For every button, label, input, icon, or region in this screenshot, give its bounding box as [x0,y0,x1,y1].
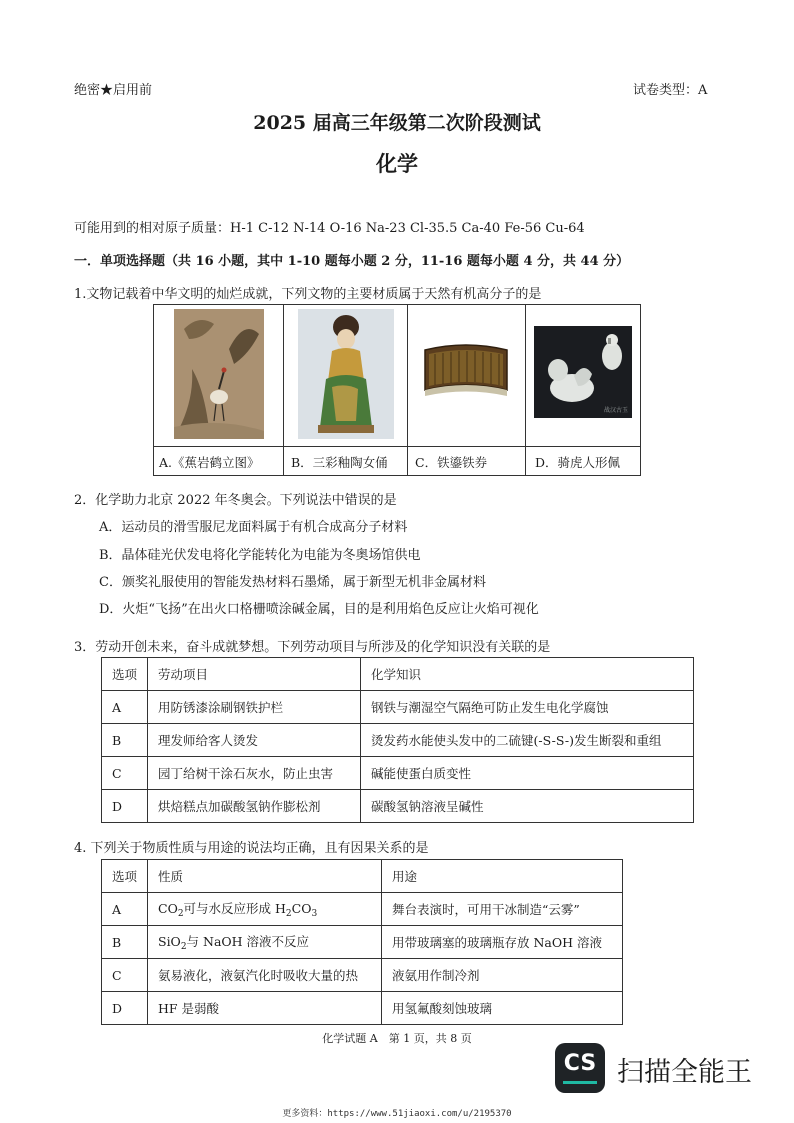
table-row [102,724,694,757]
option-cell: C [102,757,148,790]
q2-option-d: D．火炬“飞扬”在出火口格栅喷涂碱金属，目的是利用焰色反应让火焰可视化 [99,602,539,617]
usage-cell: 液氨用作制冷剂 [382,959,623,992]
option-cell: D [102,790,148,823]
jade-pendant-image [534,326,632,418]
page-number: 化学试题 A 第 1 页，共 8 页 [322,1032,472,1045]
option-cell: B [102,724,148,757]
table-row [102,992,623,1025]
option-cell: C [102,959,148,992]
table-row [102,959,623,992]
atomic-masses: 可能用到的相对原子质量：H-1 C-12 N-14 O-16 Na-23 Cl-35.5 Ca-40 Fe-56 Cu-64 [74,221,585,236]
scanner-app-name: 扫描全能王 [617,1057,752,1088]
labor-cell: 烘焙糕点加碳酸氢钠作膨松剂 [148,790,361,823]
table-row [102,926,623,959]
table-row [102,893,623,926]
header-cell: 用途 [382,860,623,893]
q3-stem: 3．劳动开创未来，奋斗成就梦想。下列劳动项目与所涉及的化学知识没有关联的是 [74,640,551,655]
table-row [102,691,694,724]
q3-table [101,657,694,823]
table-header-row [102,860,623,893]
q1-option-a: A.《蕉岩鹤立图》 [159,455,260,470]
q2-option-c: C．颁奖礼服使用的智能发热材料石墨烯，属于新型无机非金属材料 [99,575,486,590]
q2-stem: 2．化学助力北京 2022 年冬奥会。下列说法中错误的是 [74,493,397,508]
property-cell: HF 是弱酸 [148,992,382,1025]
figurine-image [298,309,394,439]
header-cell: 劳动项目 [148,658,361,691]
q1-option-c: C．铁鎏铁券 [415,455,488,470]
property-cell: 氨易液化，液氨汽化时吸收大量的热 [148,959,382,992]
labor-cell: 园丁给树干涂石灰水，防止虫害 [148,757,361,790]
section-heading: 一．单项选择题（共 16 小题，其中 1-10 题每小题 2 分，11-16 题每小题 4 分，共 44 分） [74,254,630,269]
scanner-logo-icon [555,1043,605,1093]
q2-option-a: A．运动员的滑雪服尼龙面料属于有机合成高分子材料 [99,520,408,535]
option-cell: D [102,992,148,1025]
header-cell: 化学知识 [361,658,694,691]
option-cell: A [102,691,148,724]
exam-title: 2025 届高三年级第二次阶段测试 [253,112,541,134]
labor-cell: 理发师给客人烫发 [148,724,361,757]
q4-stem: 4. 下列关于物质性质与用途的说法均正确，且有因果关系的是 [74,841,429,856]
q1-option-b: B．三彩釉陶女俑 [291,455,388,470]
table-row [102,757,694,790]
q2-option-b: B．晶体硅光伏发电将化学能转化为电能为冬奥场馆供电 [99,548,421,563]
q4-table [101,859,623,1025]
paper-type-label: 试卷类型：A [633,83,708,98]
option-cell: B [102,926,148,959]
q1-stem: 1.文物记载着中华文明的灿烂成就，下列文物的主要材质属于天然有机高分子的是 [74,287,542,302]
subject-title: 化学 [376,151,418,176]
usage-cell: 舞台表演时，可用干冰制造“云雾” [382,893,623,926]
property-cell: SiO$_2$与 NaOH 溶液不反应 [148,926,382,959]
resource-link: 更多资料：https://www.51jiaoxi.com/u/2195370 [282,1109,512,1119]
scanner-logo-text: CS [563,1051,597,1076]
labor-cell: 用防锈漆涂刷钢铁护栏 [148,691,361,724]
header-cell: 选项 [102,860,148,893]
confidential-label: 绝密★启用前 [74,83,153,98]
table-row [102,790,694,823]
option-cell: A [102,893,148,926]
header-cell: 选项 [102,658,148,691]
painting-image [174,309,264,439]
q1-image-table [153,304,641,476]
knowledge-cell: 烫发药水能使头发中的二硫键(-S-S-)发生断裂和重组 [361,724,694,757]
header-cell: 性质 [148,860,382,893]
table-header-row [102,658,694,691]
knowledge-cell: 碳酸氢钠溶液呈碱性 [361,790,694,823]
property-cell: $CO_2$可与水反应形成 $H_2CO_3$ [148,893,382,926]
iron-certificate-image [419,340,513,404]
knowledge-cell: 碱能使蛋白质变性 [361,757,694,790]
usage-cell: 用氢氟酸刻蚀玻璃 [382,992,623,1025]
usage-cell: 用带玻璃塞的玻璃瓶存放 NaOH 溶液 [382,926,623,959]
svg-text:战汉古玉: 战汉古玉 [604,407,629,414]
q1-option-d: D．骑虎人形佩 [535,455,621,470]
knowledge-cell: 钢铁与潮湿空气隔绝可防止发生电化学腐蚀 [361,691,694,724]
